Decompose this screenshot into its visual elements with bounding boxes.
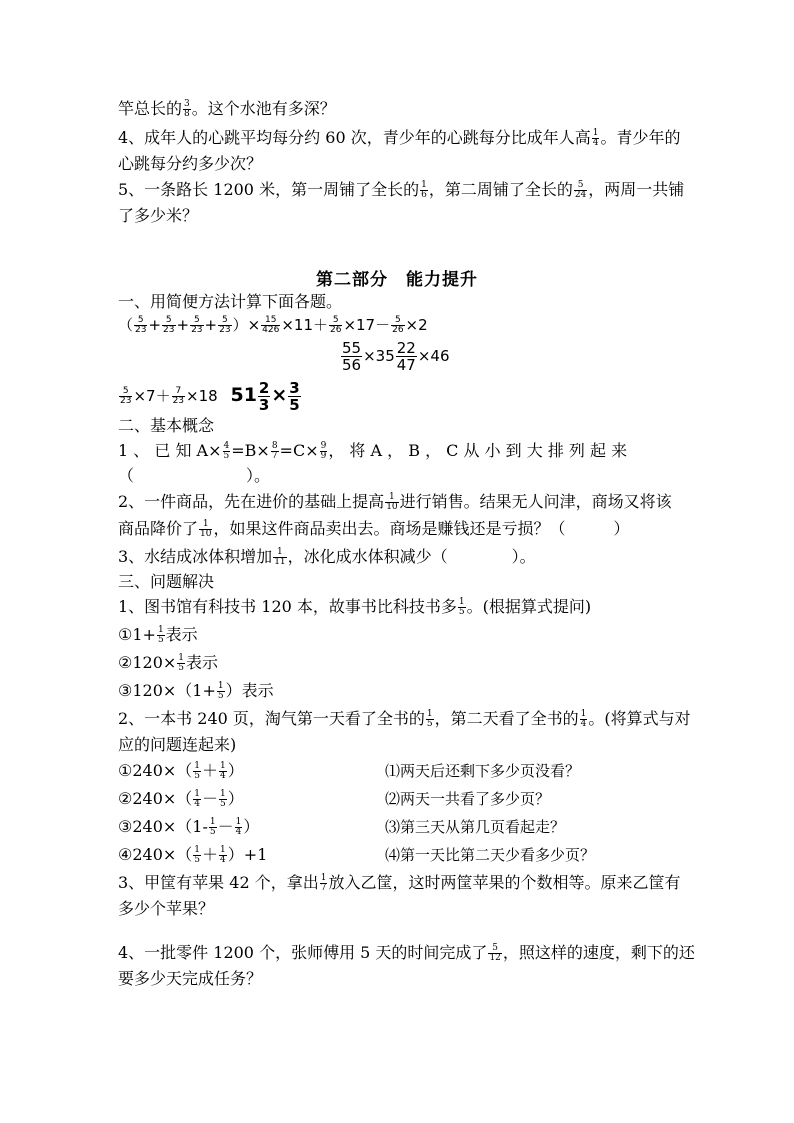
expression-1: （ $\frac{5}{23}$ + $\frac{5}{23}$ + $\frac{5}{23}$ + $\frac{5}{23}$ ）× $\frac{15}{426}$ ×11＋ $\frac{5}{26}$ ×17－ $\frac{5}{26}$ ×2 — [118, 315, 428, 335]
problem-q3-line1: 3、甲筐有苹果 42 个，拿出 $\frac{1}{7}$ 放入乙筐，这时两筐苹果的个数相等。原来乙筐有 — [118, 873, 681, 893]
concept-q1-line1: 1 、 已 知 A× $\frac{4}{5}$ =B× $\frac{8}{7}$ =C× $\frac{9}{9}$ ， 将 A ， B ， C 从 小 到 大 排 列 起 来 — [118, 441, 628, 461]
section2-heading: 二、基本概念 — [118, 416, 215, 435]
line-3: 心跳每分约多少次？ — [118, 154, 263, 173]
part2-title: 第二部分 能力提升 — [316, 270, 478, 290]
fraction: $\frac{1}{6}$ — [421, 180, 427, 200]
problem-q2-line2: 应的问题连起来) — [118, 735, 237, 754]
fraction: $\frac{5}{24}$ — [574, 180, 587, 200]
match-right-2: ⑵两天一共看了多少页？ — [385, 790, 551, 808]
section1-heading: 一、用简便方法计算下面各题。 — [118, 292, 343, 311]
match-left-4: ④240×（ $\frac{1}{5}$ ＋ $\frac{1}{4}$ ）+1 — [118, 845, 268, 865]
concept-q2-line1: 2、一件商品，先在进价的基础上提高 $\frac{1}{10}$ 进行销售。结果无人问津，商场又将该 — [118, 492, 672, 512]
match-right-1: ⑴两天后还剩下多少页没看？ — [385, 762, 581, 780]
problem-q1-item3: ③120×（1+ $\frac{1}{5}$ ）表示 — [118, 681, 274, 701]
expression-2: $\frac{55}{56}$ ×35 $\frac{22}{47}$ ×46 — [342, 339, 450, 374]
line-2: 4、成年人的心跳平均每分约 60 次，青少年的心跳每分比成年人高 $\frac{1}{4}$ 。青少年的 — [118, 128, 681, 148]
expression-3: $\frac{5}{23}$ ×7＋ $\frac{7}{23}$ ×18 51 $\frac{2}{3}$ × $\frac{3}{5}$ — [120, 379, 300, 414]
match-right-4: ⑷第一天比第二天少看多少页？ — [385, 846, 596, 864]
problem-q4-line2: 要多少天完成任务？ — [118, 969, 263, 988]
line-5: 了多少米？ — [118, 206, 199, 225]
problem-q1: 1、图书馆有科技书 120 本，故事书比科技书多 $\frac{1}{5}$ 。(根据算式提问) — [118, 597, 592, 617]
concept-q3: 3、水结成冰体积增加 $\frac{1}{11}$ ，冰化成水体积减少（ ）。 — [118, 547, 536, 567]
problem-q1-item1: ①1+ $\frac{1}{5}$ 表示 — [118, 625, 198, 645]
problem-q3-line2: 多少个苹果？ — [118, 899, 215, 918]
problem-q4-line1: 4、一批零件 1200 个，张师傅用 5 天的时间完成了 $\frac{5}{12}$ ，照这样的速度，剩下的还 — [118, 943, 695, 963]
fraction: $\frac{1}{4}$ — [592, 128, 599, 148]
line-4: 5、一条路长 1200 米，第一周铺了全长的 $\frac{1}{6}$ ，第二周铺了全长的 $\frac{5}{24}$ ，两周一共铺 — [118, 180, 685, 200]
section3-heading: 三、问题解决 — [118, 572, 215, 591]
concept-q2-line2: 商品降价了 $\frac{1}{10}$ ，如果这件商品卖出去。商场是赚钱还是亏损？（ ） — [118, 519, 630, 539]
problem-q2-line1: 2、一本书 240 页，淘气第一天看了全书的 $\frac{1}{5}$ ，第二天看了全书的 $\frac{1}{4}$ 。(将算式与对 — [118, 709, 691, 729]
line-1: 竿总长的 $\frac{3}{8}$ 。这个水池有多深？ — [118, 99, 336, 119]
match-right-3: ⑶第三天从第几页看起走？ — [385, 818, 566, 836]
match-left-3: ③240×（1- $\frac{1}{5}$ － $\frac{1}{4}$ ） — [118, 817, 260, 837]
problem-q1-item2: ②120× $\frac{1}{5}$ 表示 — [118, 653, 219, 673]
fraction: $\frac{3}{8}$ — [184, 99, 190, 119]
match-left-2: ②240×（ $\frac{1}{4}$ － $\frac{1}{5}$ ） — [118, 789, 244, 809]
match-left-1: ①240×（ $\frac{1}{5}$ ＋ $\frac{1}{4}$ ） — [118, 761, 244, 781]
concept-q1-line2: （ ）。 — [118, 466, 271, 485]
